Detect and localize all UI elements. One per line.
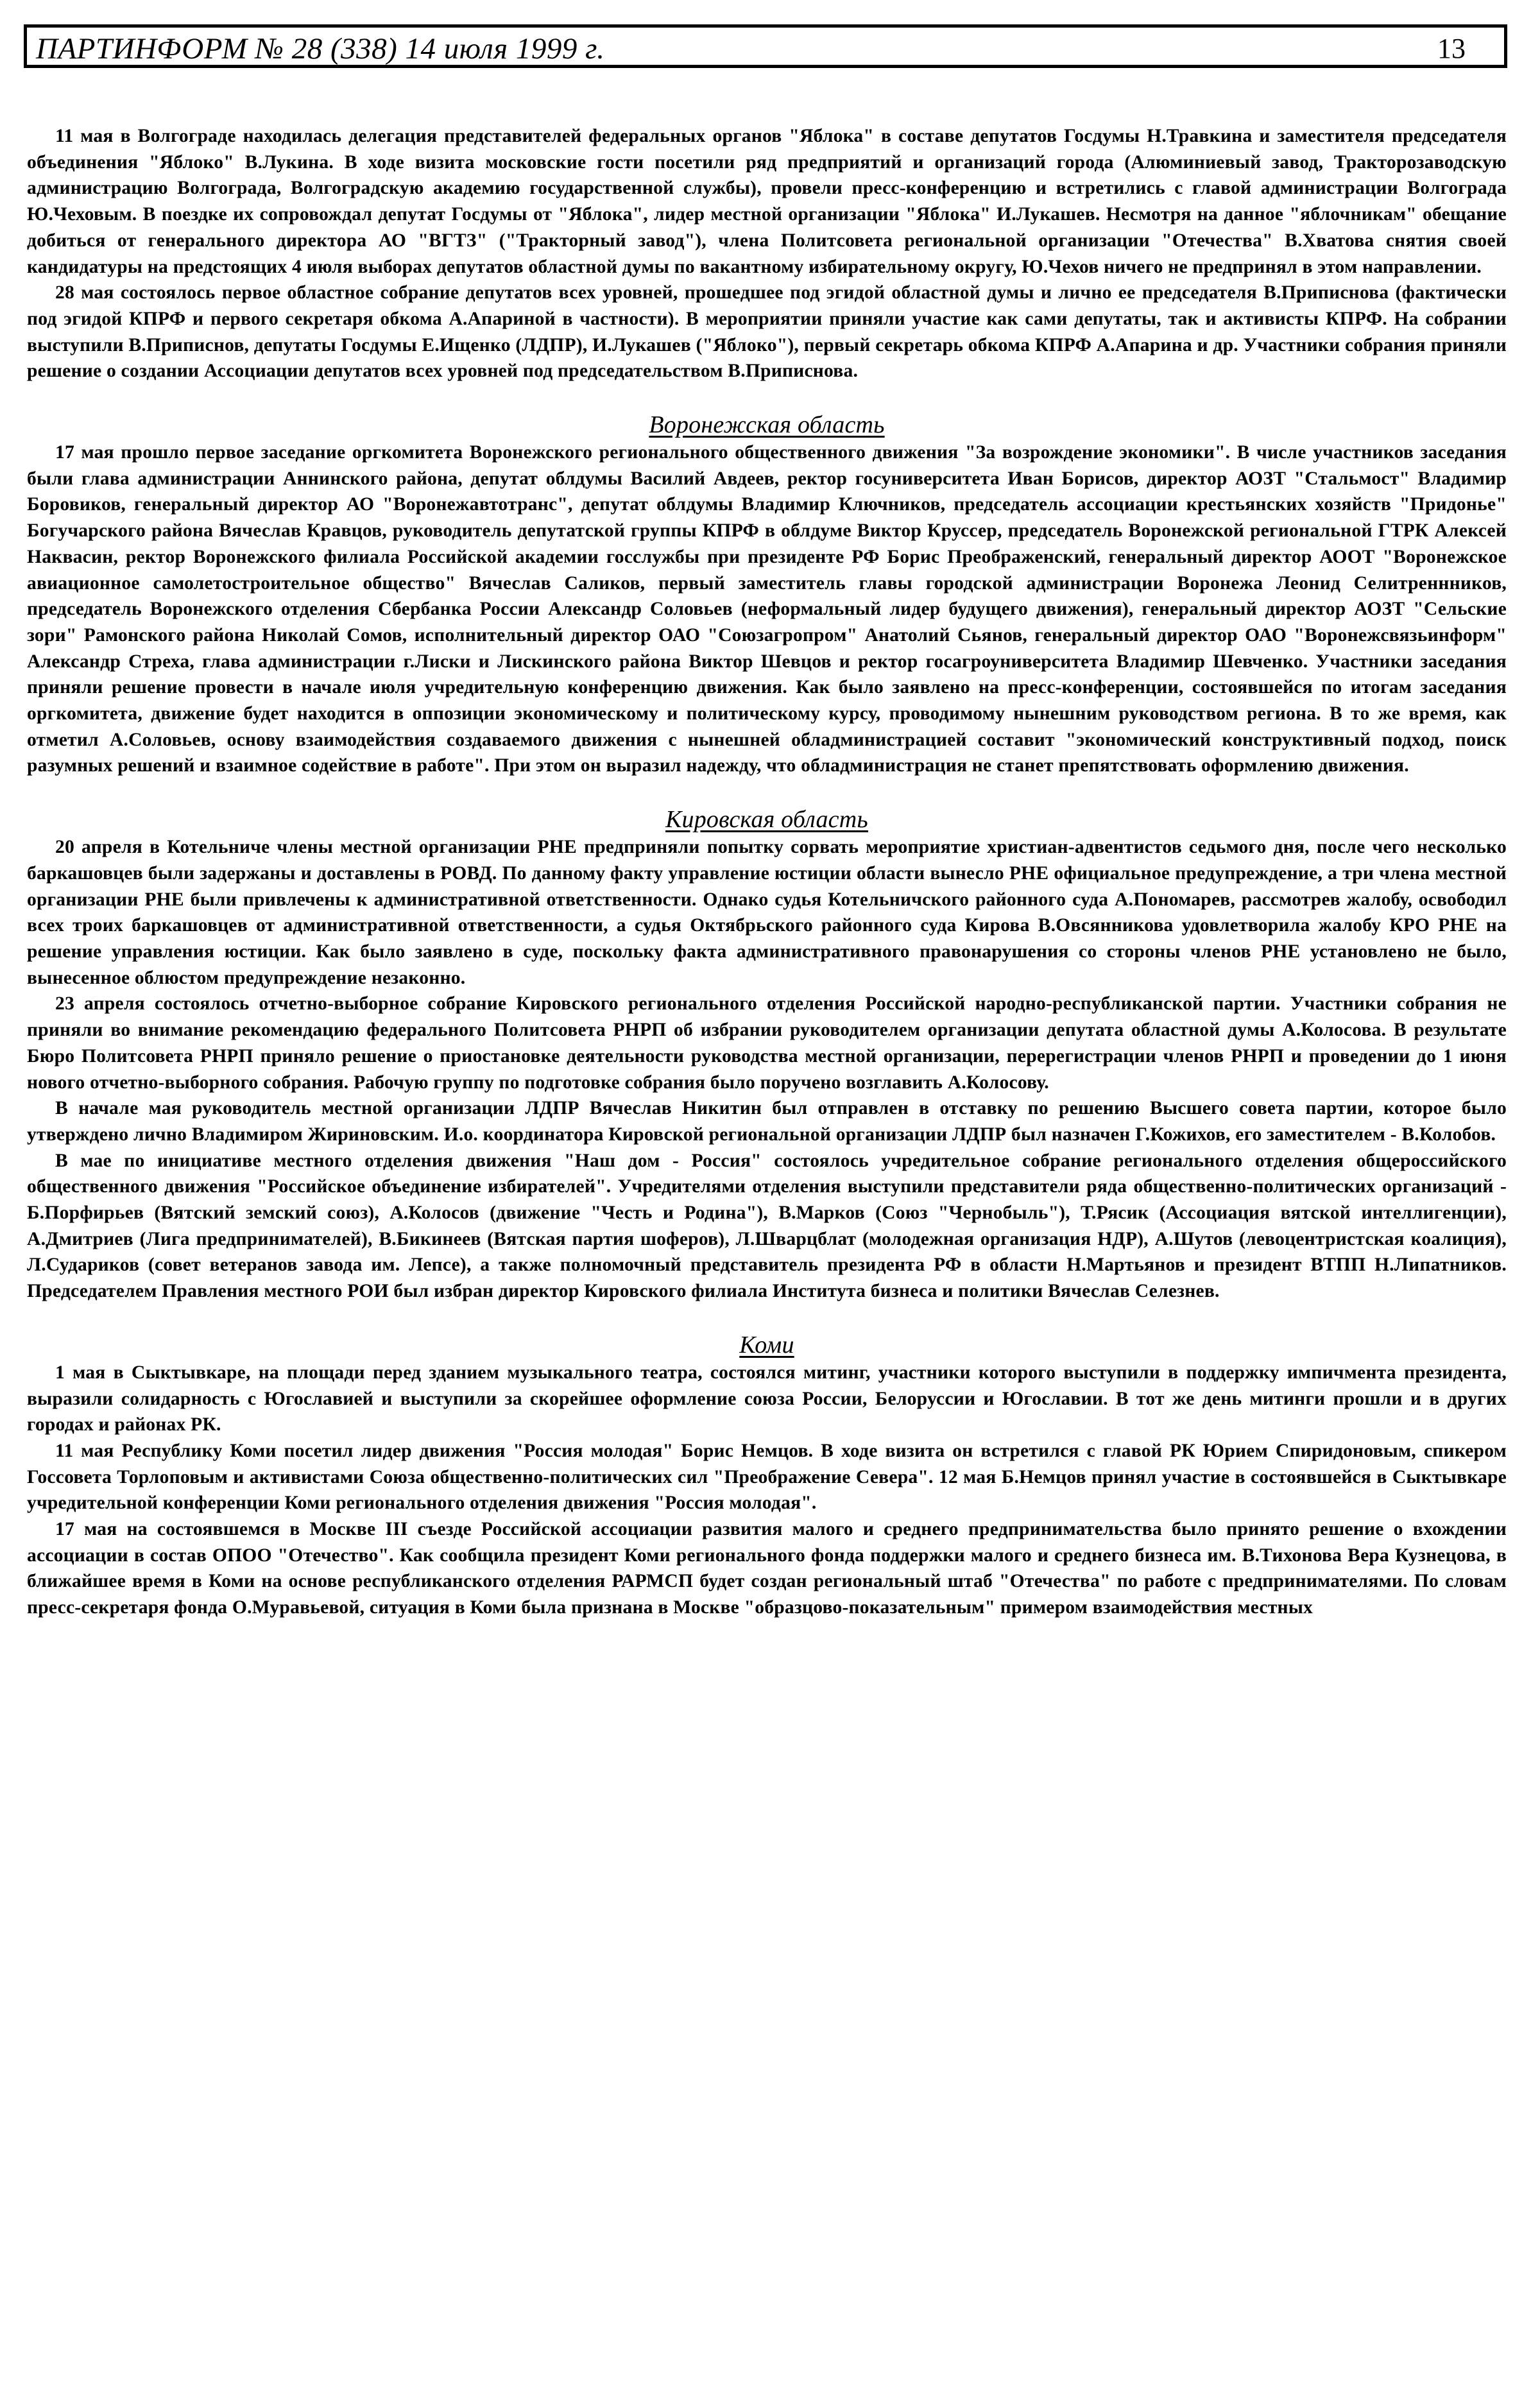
paragraph: 17 мая на состоявшемся в Москве III съезде Российской ассоциации развития малого и среднего предпринимательства было принято решение о вхождении ассоциации в состав ОПОО "Отечество". Как сообщила президент Коми регионального фонда поддержки малого и среднего бизнеса им. В.Тихонова Вера Кузнецова, в ближайшее время в Коми на основе республиканского отделения РАРМСП будет создан региональный штаб "Отечества" по работе с предпринимателями. По словам пресс-секретаря фонда О.Муравьевой, ситуация в Коми была признана в Москве "образцово-показательным" примером взаимодействия местных — [27, 1519, 1507, 1618]
section-heading: Коми — [739, 1331, 794, 1358]
kirov-section — [27, 805, 1507, 1305]
paragraph: 20 апреля в Котельниче члены местной организации РНЕ предприняли попытку сорвать мероприятие христиан-адвентистов седьмого дня, после чего несколько баркашовцев были задержаны и доставлены в РОВД. По данному факту управление юстиции области вынесло РНЕ официальное предупреждение, а три члена местной организации РНЕ были привлечены к административной ответственности. Однако судья Котельничского районного суда А.Пономарев, рассмотрев жалобу, освободил всех троих баркашовцев от административной ответственности, а судья Октябрьского районного суда Кирова В.Овсянникова удовлетворила жалобу КРО РНЕ на решение управления юстиции. Как было заявлено в суде, поскольку факта административного правонарушения со стороны членов РНЕ установлено не было, вынесенное облюстом предупреждение незаконно. — [27, 837, 1507, 988]
article-body — [27, 123, 1507, 1621]
page-header — [24, 24, 1507, 68]
section-heading: Воронежская область — [649, 411, 885, 439]
paragraph: В мае по инициативе местного отделения движения "Наш дом - Россия" состоялось учредительное собрание регионального отделения общероссийского общественного движения "Российское объединение избирателей". Учредителями отделения выступили представители ряда общественно-политических организаций - Б.Порфирьев (Вятский земский союз), А.Колосов (движение "Честь и Родина"), В.Марков (Союз "Чернобыль"), Т.Рясик (Ассоциация вятской интеллигенции), А.Дмитриев (Лига предпринимателей), В.Бикинеев (Вятская партия шоферов), Л.Шварцблат (молодежная организация НДР), А.Шутов (левоцентристская коалиция), Л.Судариков (совет ветеранов завода им. Лепсе), а также полномочный представитель президента РФ в области Н.Мартьянов и президент ВТПП Н.Липатников. Председателем Правления местного РОИ был избран директор Кировского филиала Института бизнеса и политики Вячеслав Селезнев. — [27, 1150, 1507, 1302]
komi-section — [27, 1330, 1507, 1621]
publication-title: ПАРТИНФОРМ № 28 (338) 14 июля 1999 г. — [36, 32, 605, 65]
paragraph: 23 апреля состоялось отчетно-выборное собрание Кировского регионального отделения Российской народно-республиканской партии. Участники собрания не приняли во внимание рекомендацию федерального Политсовета РНРП об избрании руководителем организации депутата областной думы А.Колосова. В результате Бюро Политсовета РНРП приняло решение о приостановке деятельности руководства местной организации, перерегистрации членов РНРП и проведении до 1 июня нового отчетно-выборного собрания. Рабочую группу по подготовке собрания было поручено возглавить А.Колосову. — [27, 993, 1507, 1093]
paragraph: В начале мая руководитель местной организации ЛДПР Вячеслав Никитин был отправлен в отставку по решению Высшего совета партии, которое было утверждено лично Владимиром Жириновским. И.о. координатора Кировской региональной организации ЛДПР был назначен Г.Кожихов, его заместителем - В.Колобов. — [27, 1098, 1507, 1145]
paragraph: 11 мая Республику Коми посетил лидер движения "Россия молодая" Борис Немцов. В ходе визита он встретился с главой РК Юрием Спиридоновым, спикером Госсовета Торлоповым и активистами Союза общественно-политических сил "Преображение Севера". 12 мая Б.Немцов принял участие в состоявшейся в Сыктывкаре учредительной конференции Коми регионального отделения движения "Россия молодая". — [27, 1440, 1507, 1514]
paragraph: 11 мая в Волгограде находилась делегация представителей федеральных органов "Яблока" в составе депутатов Госдумы Н.Травкина и заместителя председателя объединения "Яблоко" В.Лукина. В ходе визита московские гости посетили ряд предприятий и организаций города (Алюминиевый завод, Тракторозаводскую администрацию Волгограда, Волгоградскую академию государственной службы), провели пресс-конференцию и встретились с главой администрации Волгограда Ю.Чеховым. В поездке их сопровождал депутат Госдумы от "Яблока", лидер местной организации "Яблока" И.Лукашев. Несмотря на данное "яблочникам" обещание добиться от генерального директора АО "ВГТЗ" ("Тракторный завод"), члена Политсовета региональной организации "Отечества" В.Хватова снятия своей кандидатуры на предстоящих 4 июля выборах депутатов областной думы по вакантному избирательному округу, Ю.Чехов ничего не предпринял в этом направлении. — [27, 126, 1507, 277]
section-heading: Кировская область — [665, 806, 868, 834]
page-number: 13 — [1437, 33, 1466, 64]
voronezh-section — [27, 410, 1507, 779]
paragraph: 17 мая прошло первое заседание оргкомитета Воронежского регионального общественного движения "За возрождение экономики". В числе участников заседания были глава администрации Аннинского района, депутат облдумы Василий Авдеев, ректор госуниверситета Иван Борисов, директор АОЗТ "Стальмост" Владимир Боровиков, генеральный директор АО "Воронежавтотранс", депутат облдумы Владимир Ключников, председатель ассоциации крестьянских хозяйств "Придонье" Богучарского района Вячеслав Кравцов, руководитель депутатской группы КПРФ в облдуме Виктор Круссер, председатель Воронежской региональной ГТРК Алексей Наквасин, ректор Воронежского филиала Российской академии госслужбы при президенте РФ Борис Преображенский, генеральный директор АООТ "Воронежское авиационное самолетостроительное общество" Вячеслав Саликов, первый заместитель главы городской администрации Воронежа Леонид Селитреннников, председатель Воронежского отделения Сбербанка России Александр Соловьев (неформальный лидер будущего движения), генеральный директор АОЗТ "Сельские зори" Рамонского района Николай Сомов, исполнительный директор ОАО "Союзагропром" Анатолий Сьянов, генеральный директор ОАО "Воронежсвязьинформ" Александр Стреха, глава администрации г.Лиски и Лискинского района Виктор Шевцов и ректор госагроуниверситета Владимир Шевченко. Участники заседания приняли решение провести в начале июля учредительную конференцию движения. Как было заявлено на пресс-конференции, состоявшейся по итогам заседания оргкомитета, движение будет находится в оппозиции экономическому и политическому курсу, проводимому нынешним руководством региона. В то же время, как отметил А.Соловьев, основу взаимодействия создаваемого движения с нынешней обладминистрацией составит "экономический конструктивный подход, поиск разумных решений и взаимное содействие в работе". При этом он выразил надежду, что обладминистрация не станет препятствовать оформлению движения. — [27, 442, 1507, 776]
volgograd-section — [27, 123, 1507, 384]
paragraph: 1 мая в Сыктывкаре, на площади перед зданием музыкального театра, состоялся митинг, участники которого выступили в поддержку импичмента президента, выразили солидарность с Югославией и выступили за скорейшее оформление союза России, Белоруссии и Югославии. В тот же день митинги прошли и в других городах и районах РК. — [27, 1362, 1507, 1435]
paragraph: 28 мая состоялось первое областное собрание депутатов всех уровней, прошедшее под эгидой областной думы и лично ее председателя В.Приписнова (фактически под эгидой КПРФ и первого секретаря обкома А.Апариной в частности). В мероприятии приняли участие как сами депутаты, так и активисты КПРФ. На собрании выступили В.Приписнов, депутаты Госдумы Е.Ищенко (ЛДПР), И.Лукашев ("Яблоко"), первый секретарь обкома КПРФ А.Апарина и др. Участники собрания приняли решение о создании Ассоциации депутатов всех уровней под председательством В.Приписнова. — [27, 282, 1507, 382]
